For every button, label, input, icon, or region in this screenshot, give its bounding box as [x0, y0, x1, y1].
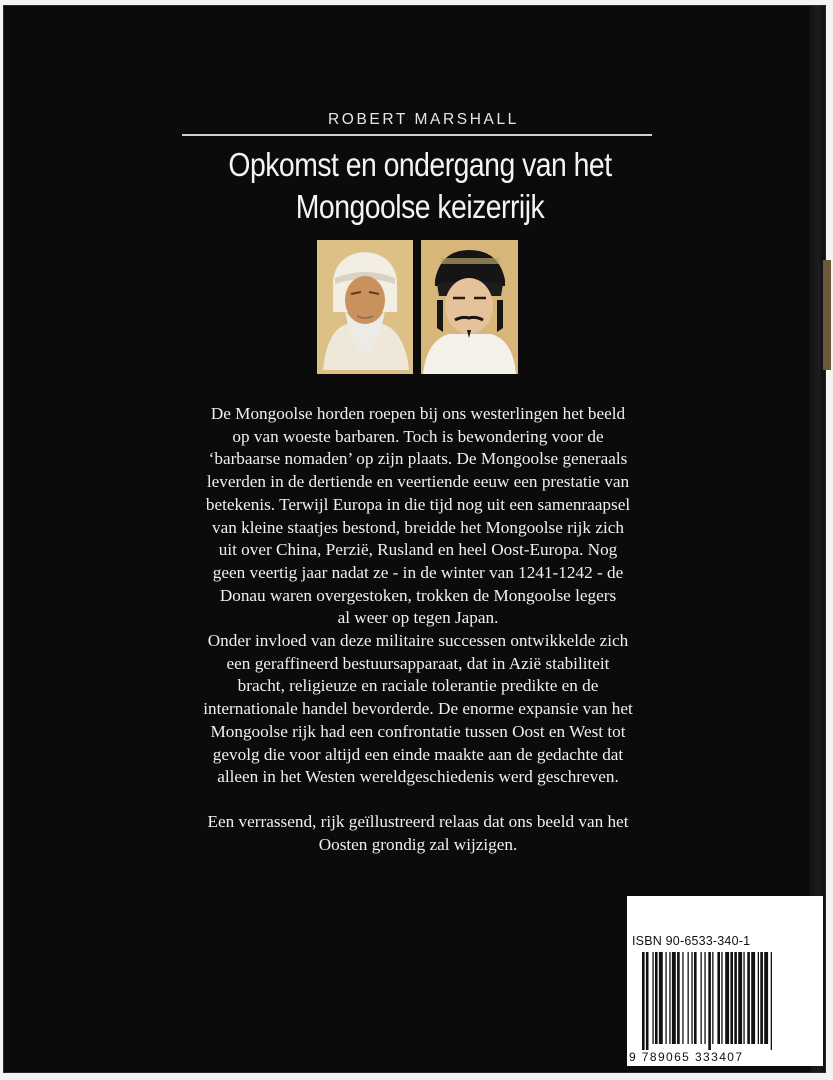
- blurb-line: gevolg die voor altijd een einde maakte aan de gedachte dat: [212, 744, 624, 764]
- blurb-line: al weer op tegen Japan.: [337, 608, 499, 628]
- barcode-bar: [725, 952, 729, 1044]
- title-line-2: Mongoolse keizerrijk: [295, 188, 545, 225]
- barcode-bar: [682, 952, 683, 1044]
- portrait-kublai-khan-icon: [421, 240, 518, 374]
- barcode-bar: [642, 952, 645, 1050]
- closing-line: Oosten grondig zal wijzigen.: [318, 834, 518, 854]
- barcode-bar: [677, 952, 680, 1044]
- blurb-line: een geraffineerd bestuursapparaat, dat in Azië stabiliteit: [226, 653, 610, 673]
- barcode-bar: [717, 952, 720, 1044]
- barcode-bar: [730, 952, 733, 1044]
- paragraph-gap: [140, 789, 696, 811]
- barcode-bar: [758, 952, 759, 1044]
- barcode-bar: [659, 952, 663, 1044]
- blurb-line: Donau waren overgestoken, trokken de Mongoolse legers: [219, 585, 617, 605]
- blurb-line: Mongoolse rijk had een confrontatie tussen Oost en West tot: [210, 721, 626, 741]
- barcode-bar: [691, 952, 692, 1044]
- blurb-line: De Mongoolse horden roepen bij ons westerlingen het beeld: [210, 404, 626, 423]
- barcode-bar: [760, 952, 763, 1044]
- blurb-line: internationale handel bevorderde. De enorme expansie van het: [203, 699, 633, 719]
- barcode-bar: [652, 952, 653, 1044]
- barcode-bar: [672, 952, 676, 1044]
- barcode-bar: [721, 952, 722, 1044]
- barcode-bar: [655, 952, 658, 1044]
- barcode-digits: 9 789065 333407: [629, 1050, 744, 1064]
- portrait-genghis-khan-icon: [317, 240, 413, 374]
- blurb-line: geen veertig jaar nadat ze - in de winter van 1241-1242 - de: [212, 562, 624, 582]
- barcode-bar: [743, 952, 744, 1044]
- blurb-line: bracht, religieuze en raciale tolerantie predikte en de: [237, 676, 599, 696]
- barcode-bar: [665, 952, 666, 1044]
- book-title: [188, 144, 652, 228]
- blurb-line: van kleine staatjes bestond, breidde het Mongoolse rijk zich: [212, 517, 624, 537]
- blurb-line: alleen in het Westen wereldgeschiedenis werd geschreven.: [217, 767, 619, 787]
- spine-label-strip: [823, 260, 831, 370]
- barcode-bar: [771, 952, 772, 1050]
- blurb-line: leverden in de dertiende en veertiende eeuw een prestatie van: [206, 472, 630, 492]
- barcode-bar: [701, 952, 702, 1044]
- blurb-line: betekenis. Terwijl Europa in die tijd nog uit een samenraapsel: [205, 494, 631, 514]
- title-rule: [182, 134, 652, 136]
- closing-line: Een verrassend, rijk geïllustreerd relaas dat ons beeld van het: [207, 811, 629, 831]
- author-name: ROBERT MARSHALL: [328, 111, 519, 128]
- barcode-bar: [751, 952, 755, 1044]
- barcode-bar: [646, 952, 649, 1050]
- blurb-line: op van woeste barbaren. Toch is bewondering voor de: [232, 426, 604, 446]
- barcode-bar: [712, 952, 713, 1044]
- barcode-icon: [640, 952, 818, 1050]
- barcode-bar: [738, 952, 742, 1044]
- blurb-text: [140, 403, 696, 856]
- barcode-bar: [704, 952, 705, 1044]
- barcode-bar: [747, 952, 750, 1044]
- barcode-bar: [694, 952, 697, 1044]
- blurb-line: ‘barbaarse nomaden’ op zijn plaats. De Mongoolse generaals: [208, 449, 628, 469]
- blurb-line: uit over China, Perzië, Rusland en heel Oost-Europa. Nog: [218, 540, 618, 560]
- barcode-bar: [734, 952, 737, 1044]
- barcode-bar: [764, 952, 768, 1044]
- barcode-bar: [708, 952, 711, 1050]
- barcode-bar: [669, 952, 670, 1044]
- blurb-line: Onder invloed van deze militaire successen ontwikkelde zich: [207, 631, 629, 651]
- barcode-bar: [688, 952, 689, 1044]
- isbn-number: ISBN 90-6533-340-1: [632, 934, 751, 948]
- title-line-1: Opkomst en ondergang van het: [228, 146, 612, 183]
